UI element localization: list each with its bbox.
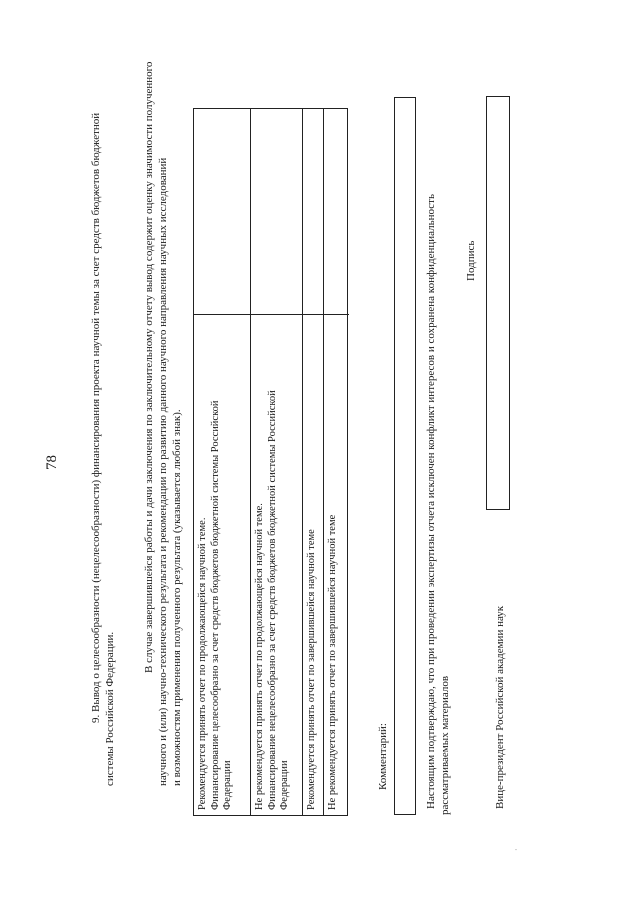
signature-caption: Подпись [465,240,477,281]
signer-title: Вице-президент Российской академии наук [494,605,506,809]
option-text [303,314,323,815]
option-line: Федерации [279,760,290,810]
option-row-accept-completed [302,109,323,815]
instructions-line-1: В случае завершившейся работы и дачи заключения по заключительному отчету вывод содержит оценку значимости полученного [143,61,155,673]
option-line: Не рекомендуется принять отчет по завершившейся научной теме [327,514,338,810]
page-number: 78 [44,455,60,470]
option-text [251,314,302,815]
section-9-heading-line-2: системы Российской Федерации. [104,631,116,786]
option-row-continue-funding [194,109,250,815]
section-9-heading-line-1: 9. Вывод о целесообразности (нецелесообразности) финансирования проекта научной темы за счет средств бюджетов бюджетной [90,112,102,723]
instructions-line-2: научного и (или) научно-технического результата и рекомендации по развитию данного научного направления научных исследований [157,157,169,786]
signature-field[interactable] [486,96,510,510]
comment-label: Комментарий: [377,723,389,790]
option-line: Рекомендуется принять отчет по завершившейся научной теме [306,529,317,810]
option-mark-cell[interactable] [324,109,349,314]
option-text [324,314,349,815]
options-table [193,108,348,816]
option-mark-cell[interactable] [303,109,323,314]
comment-field[interactable] [394,97,416,815]
option-line: Финансирование целесообразно за счет средств бюджетов бюджетной системы Российской [209,400,221,810]
option-line: Федерации [222,760,233,810]
option-row-reject-completed [323,109,349,815]
confirmation-line-2: рассматриваемых материалов [439,675,451,815]
instructions-line-3: и возможностям применения полученного результата (указывается любой знак). [171,409,183,786]
option-text [194,314,250,815]
option-mark-cell[interactable] [251,109,302,314]
option-line: Рекомендуется принять отчет по продолжающейся научной теме. [197,517,208,810]
option-line: Финансирование нецелесообразно за счет средств бюджетов бюджетной системы Российской [266,390,278,810]
confirmation-line-1: Настоящим подтверждаю, что при проведении экспертизы отчета исключен конфликт интересов и сохранена конфиденциальность [425,194,437,809]
option-row-not-continue-funding [250,109,302,815]
option-line: Не рекомендуется принять отчет по продолжающейся научной теме. [254,503,265,810]
scan-artifact: · [512,848,521,851]
option-mark-cell[interactable] [194,109,250,314]
